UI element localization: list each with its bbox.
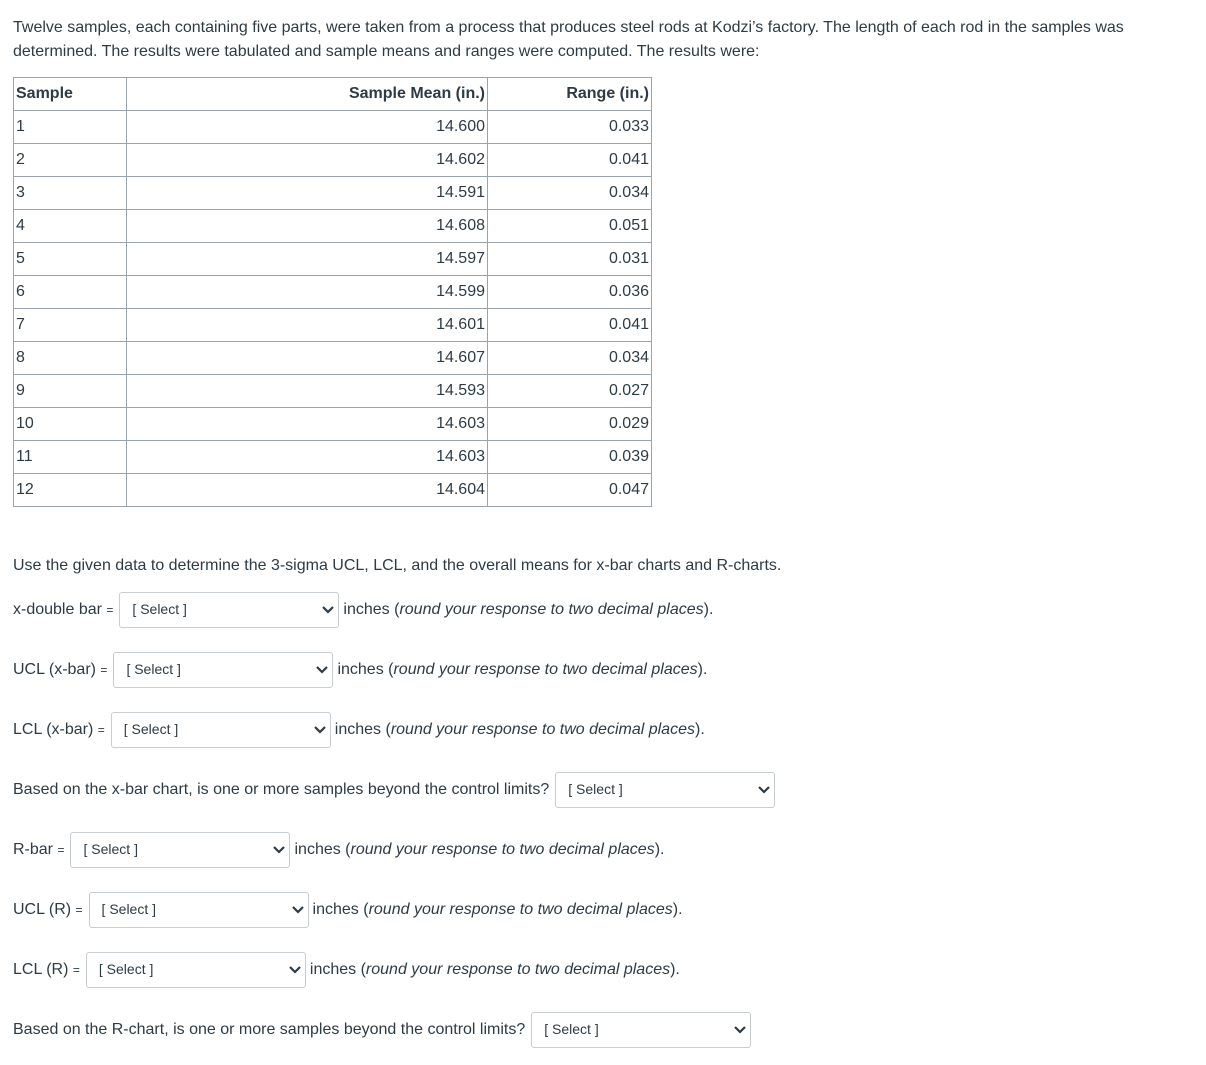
cell-sample-mean: 14.602 bbox=[127, 144, 488, 177]
cell-range: 0.036 bbox=[488, 276, 652, 309]
suffix-pre: inches ( bbox=[309, 961, 366, 978]
chevron-down-icon bbox=[757, 781, 771, 799]
question-rbar bbox=[13, 831, 664, 869]
cell-range: 0.027 bbox=[488, 375, 652, 408]
suffix-em: round your response to two decimal places bbox=[393, 661, 698, 678]
cell-sample-mean: 14.604 bbox=[127, 474, 488, 507]
table-row bbox=[14, 210, 652, 243]
suffix-post: ). bbox=[703, 601, 714, 618]
suffix-pre: inches ( bbox=[337, 661, 394, 678]
cell-sample-mean: 14.603 bbox=[127, 441, 488, 474]
cell-sample: 4 bbox=[14, 210, 127, 243]
suffix-em: round your response to two decimal places bbox=[365, 961, 671, 978]
suffix-em: round your response to two decimal places bbox=[350, 841, 655, 858]
equals-sign: = bbox=[106, 603, 114, 617]
ucl-xbar-select[interactable] bbox=[113, 652, 333, 688]
units-hint bbox=[343, 601, 713, 619]
cell-sample-mean: 14.600 bbox=[127, 111, 488, 144]
select-placeholder: [ Select ] bbox=[568, 781, 623, 797]
header-sample-mean: Sample Mean (in.) bbox=[127, 78, 488, 111]
question-ucl-r bbox=[13, 891, 683, 929]
cell-sample-mean: 14.603 bbox=[127, 408, 488, 441]
cell-range: 0.029 bbox=[488, 408, 652, 441]
select-placeholder: [ Select ] bbox=[101, 901, 157, 917]
select-placeholder: [ Select ] bbox=[544, 1021, 599, 1037]
chevron-down-icon bbox=[733, 1021, 747, 1039]
suffix-pre: inches ( bbox=[312, 901, 369, 918]
suffix-em: round your response to two decimal places bbox=[399, 601, 704, 618]
equals-sign: = bbox=[57, 843, 65, 857]
cell-sample-mean: 14.608 bbox=[127, 210, 488, 243]
header-range: Range (in.) bbox=[488, 78, 652, 111]
cell-sample: 1 bbox=[14, 111, 127, 144]
cell-range: 0.033 bbox=[488, 111, 652, 144]
cell-sample: 5 bbox=[14, 243, 127, 276]
xdoublebar-select[interactable] bbox=[119, 592, 339, 628]
suffix-post: ). bbox=[670, 961, 680, 978]
cell-sample-mean: 14.597 bbox=[127, 243, 488, 276]
suffix-post: ). bbox=[672, 901, 683, 918]
cell-range: 0.034 bbox=[488, 342, 652, 375]
cell-range: 0.031 bbox=[488, 243, 652, 276]
table-row bbox=[14, 111, 652, 144]
question-label: R-bar bbox=[13, 841, 54, 858]
units-hint bbox=[335, 721, 705, 739]
table-row bbox=[14, 474, 652, 507]
select-placeholder: [ Select ] bbox=[98, 961, 154, 977]
chevron-down-icon bbox=[291, 901, 305, 919]
cell-sample-mean: 14.599 bbox=[127, 276, 488, 309]
cell-sample: 12 bbox=[14, 474, 127, 507]
chevron-down-icon bbox=[315, 661, 329, 679]
table-row bbox=[14, 177, 652, 210]
cell-sample-mean: 14.591 bbox=[127, 177, 488, 210]
suffix-pre: inches ( bbox=[294, 841, 351, 858]
question-lcl-r bbox=[13, 951, 680, 989]
suffix-post: ). bbox=[654, 841, 665, 858]
table-row bbox=[14, 144, 652, 177]
suffix-em: round your response to two decimal places bbox=[368, 901, 673, 918]
question-label: Based on the x-bar chart, is one or more samples beyond the control limits? bbox=[13, 781, 550, 798]
suffix-post: ). bbox=[694, 721, 705, 738]
suffix-pre: inches ( bbox=[334, 721, 391, 738]
cell-sample-mean: 14.607 bbox=[127, 342, 488, 375]
ucl-r-select[interactable] bbox=[89, 892, 309, 928]
instructions-text: Use the given data to determine the 3-sigma UCL, LCL, and the overall means for x-bar charts and R-charts. bbox=[13, 557, 782, 574]
suffix-pre: inches ( bbox=[343, 601, 400, 618]
cell-sample-mean: 14.593 bbox=[127, 375, 488, 408]
question-label: LCL (x-bar) bbox=[13, 721, 94, 738]
question-label: x-double bar bbox=[13, 601, 102, 618]
cell-sample: 6 bbox=[14, 276, 127, 309]
table-row bbox=[14, 243, 652, 276]
question-xbar-beyond-limits bbox=[13, 771, 775, 809]
table-row bbox=[14, 375, 652, 408]
rbar-select[interactable] bbox=[70, 832, 290, 868]
lcl-r-select[interactable] bbox=[86, 952, 306, 988]
units-hint bbox=[313, 901, 683, 919]
xbar-beyond-select[interactable] bbox=[555, 772, 775, 808]
cell-sample-mean: 14.601 bbox=[127, 309, 488, 342]
select-placeholder: [ Select ] bbox=[123, 721, 179, 737]
question-label: LCL (R) bbox=[13, 961, 69, 978]
cell-range: 0.039 bbox=[488, 441, 652, 474]
cell-range: 0.041 bbox=[488, 309, 652, 342]
question-label: UCL (x-bar) bbox=[13, 661, 96, 678]
data-table bbox=[13, 77, 652, 507]
select-placeholder: [ Select ] bbox=[132, 601, 187, 617]
cell-sample: 7 bbox=[14, 309, 127, 342]
table-row bbox=[14, 276, 652, 309]
units-hint bbox=[310, 961, 680, 979]
cell-sample: 8 bbox=[14, 342, 127, 375]
question-r-beyond-limits bbox=[13, 1011, 751, 1049]
equals-sign: = bbox=[75, 903, 83, 917]
equals-sign: = bbox=[100, 663, 108, 677]
table-row bbox=[14, 342, 652, 375]
lcl-xbar-select[interactable] bbox=[111, 712, 331, 748]
cell-sample: 10 bbox=[14, 408, 127, 441]
cell-range: 0.041 bbox=[488, 144, 652, 177]
chevron-down-icon bbox=[288, 961, 302, 979]
chevron-down-icon bbox=[313, 721, 327, 739]
r-beyond-select[interactable] bbox=[531, 1012, 751, 1048]
question-lcl-xbar bbox=[13, 711, 705, 749]
cell-sample: 3 bbox=[14, 177, 127, 210]
select-placeholder: [ Select ] bbox=[83, 841, 138, 857]
table-row bbox=[14, 309, 652, 342]
cell-range: 0.051 bbox=[488, 210, 652, 243]
suffix-post: ). bbox=[697, 661, 708, 678]
question-label: Based on the R-chart, is one or more samples beyond the control limits? bbox=[13, 1021, 526, 1038]
units-hint bbox=[337, 661, 707, 679]
intro-text: Twelve samples, each containing five parts, were taken from a process that produces steel rods at Kodzi’s factory. The length of each rod in the samples was determined. The results were tabulated and sample means and ranges were computed. The results were: bbox=[13, 19, 1124, 60]
cell-sample: 2 bbox=[14, 144, 127, 177]
suffix-em: round your response to two decimal places bbox=[390, 721, 695, 738]
equals-sign: = bbox=[72, 963, 80, 977]
cell-range: 0.034 bbox=[488, 177, 652, 210]
table-row bbox=[14, 441, 652, 474]
table-row bbox=[14, 408, 652, 441]
chevron-down-icon bbox=[321, 601, 335, 619]
units-hint bbox=[294, 841, 664, 859]
select-placeholder: [ Select ] bbox=[126, 661, 181, 677]
table-header-row bbox=[14, 78, 652, 111]
header-sample: Sample bbox=[14, 78, 127, 111]
chevron-down-icon bbox=[272, 841, 286, 859]
equals-sign: = bbox=[97, 723, 105, 737]
question-label: UCL (R) bbox=[13, 901, 72, 918]
cell-range: 0.047 bbox=[488, 474, 652, 507]
question-xdoublebar bbox=[13, 591, 713, 629]
question-ucl-xbar bbox=[13, 651, 707, 689]
cell-sample: 11 bbox=[14, 441, 127, 474]
cell-sample: 9 bbox=[14, 375, 127, 408]
